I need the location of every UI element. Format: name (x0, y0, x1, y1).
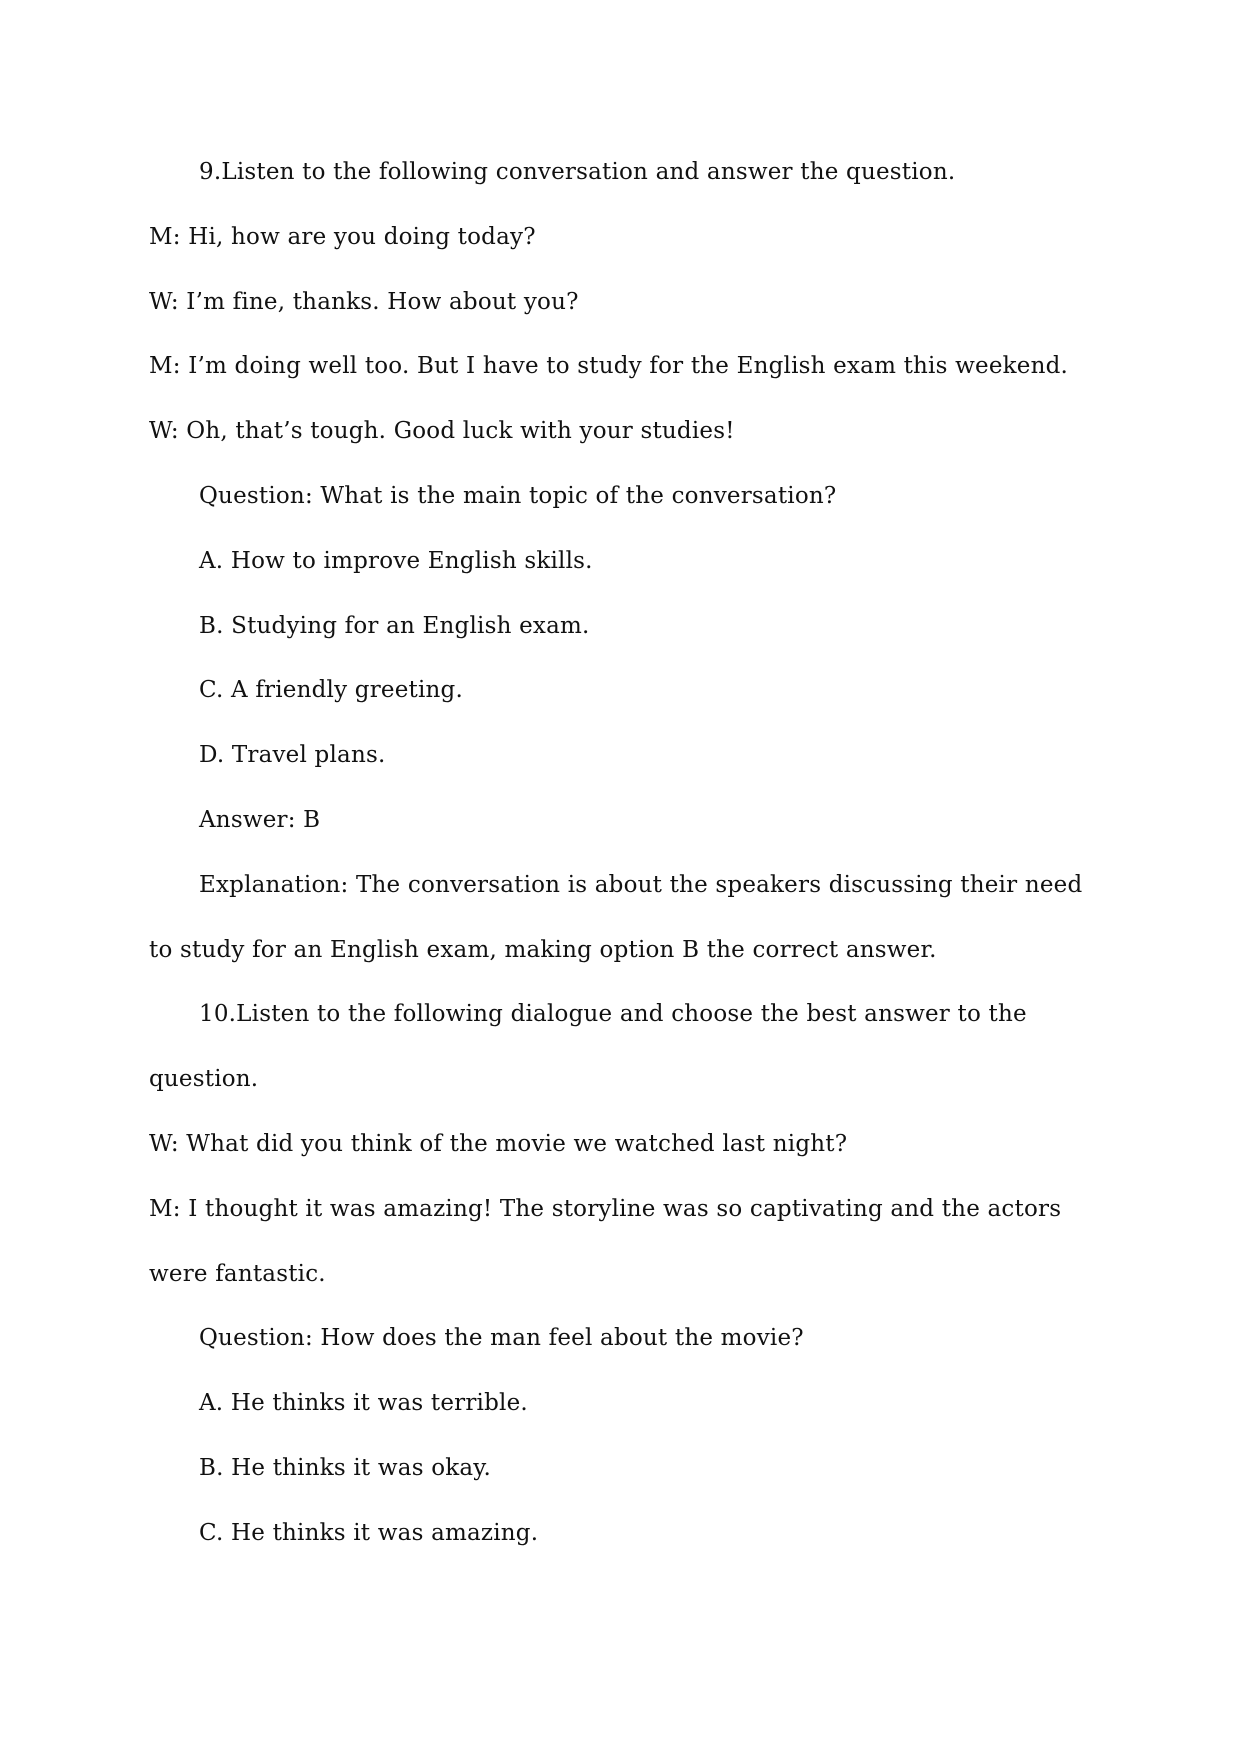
explanation-text-continued: to study for an English exam, making option B the correct answer. (149, 936, 937, 963)
dialogue-line: W: I’m fine, thanks. How about you? (149, 288, 579, 315)
explanation-text: Explanation: The conversation is about the speakers discussing their need (199, 871, 1083, 898)
question-9-prompt: 9.Listen to the following conversation and answer the question. (199, 159, 956, 185)
question-text: Question: How does the man feel about the movie? (199, 1325, 804, 1352)
answer-option: B. Studying for an English exam. (199, 612, 590, 639)
question-10-prompt-continued: question. (149, 1066, 259, 1093)
answer-option: C. A friendly greeting. (199, 677, 463, 704)
answer-key: Answer: B (199, 806, 321, 833)
dialogue-line: M: Hi, how are you doing today? (149, 223, 536, 250)
dialogue-line: W: What did you think of the movie we watched last night? (149, 1130, 848, 1157)
answer-option: B. He thinks it was okay. (199, 1454, 491, 1481)
question-10-prompt: 10.Listen to the following dialogue and choose the best answer to the (199, 1001, 1027, 1028)
answer-option: D. Travel plans. (199, 742, 386, 769)
document-body (149, 140, 1109, 1566)
question-text: Question: What is the main topic of the conversation? (199, 482, 837, 509)
dialogue-line-continued: were fantastic. (149, 1260, 326, 1287)
dialogue-line: M: I’m doing well too. But I have to study for the English exam this weekend. (149, 353, 1069, 380)
dialogue-line: W: Oh, that’s tough. Good luck with your studies! (149, 418, 735, 445)
answer-option: A. How to improve English skills. (199, 547, 593, 574)
dialogue-line: M: I thought it was amazing! The storyline was so captivating and the actors (149, 1195, 1062, 1222)
answer-option: C. He thinks it was amazing. (199, 1519, 539, 1546)
answer-option: A. He thinks it was terrible. (199, 1390, 528, 1417)
